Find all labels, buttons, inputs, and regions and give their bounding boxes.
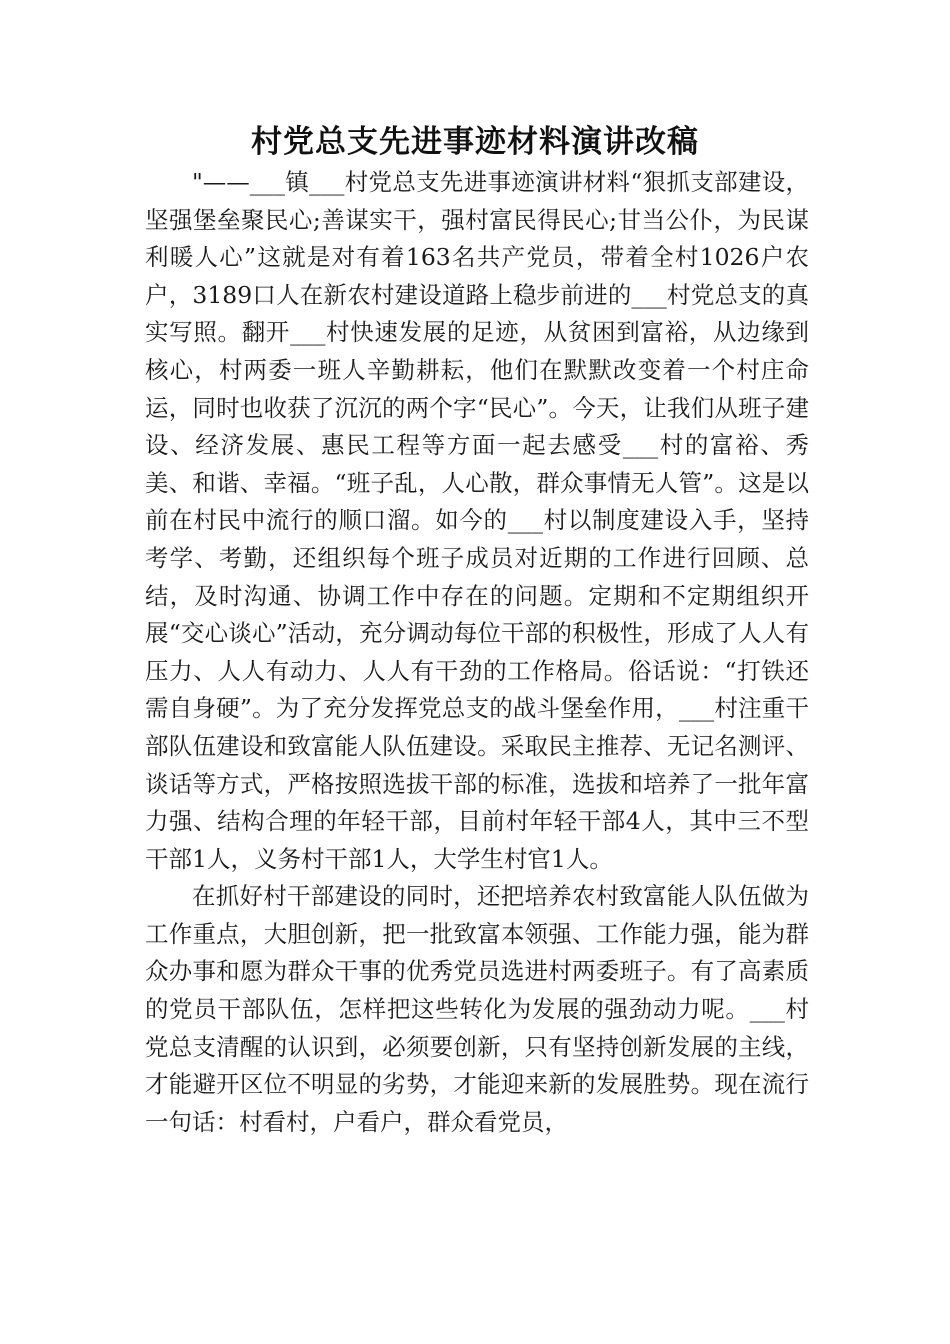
paragraph-1: "——___镇___村党总支先进事迹演讲材料“狠抓支部建设，坚强堡垒聚民心;善谋实干，强村富民得民心;甘当公仆，为民谋利暖人心”这就是对有着163名共产党员，带着全村1026户农户，3189口人在新农村建设道路上稳步前进的___村党总支的真实写照。翻开___村快速发展的足迹，从贫困到富裕，从边缘到核心，村两委一班人辛勤耕耘，他们在默默改变着一个村庄命运，同时也收获了沉沉的两个字“民心”。今天，让我们从班子建设、经济发展、惠民工程等方面一起去感受___村的富裕、秀美、和谐、幸福。“班子乱，人心散，群众事情无人管”。这是以前在村民中流行的顺口溜。如今的___村以制度建设入手，坚持考学、考勤，还组织每个班子成员对近期的工作进行回顾、总结，及时沟通、协调工作中存在的问题。定期和不定期组织开展“交心谈心”活动，充分调动每位干部的积极性，形成了人人有压力、人人有动力、人人有干劲的工作格局。俗话说：“打铁还需自身硬”。为了充分发挥党总支的战斗堡垒作用，___村注重干部队伍建设和致富能人队伍建设。采取民主推荐、无记名测评、谈话等方式，严格按照选拔干部的标准，选拔和培养了一批年富力强、结构合理的年轻干部，目前村年轻干部4人，其中三不型干部1人，义务村干部1人，大学生村官1人。 bbox=[145, 168, 809, 873]
document-title: 村党总支先进事迹材料演讲改稿 bbox=[251, 124, 699, 160]
paragraph-2: 在抓好村干部建设的同时，还把培养农村致富能人队伍做为工作重点，大胆创新，把一批致富本领强、工作能力强，能为群众办事和愿为群众干事的优秀党员选进村两委班子。有了高素质的党员干部队伍，怎样把这些转化为发展的强劲动力呢。___村党总支清醒的认识到，必须要创新，只有坚持创新发展的主线，才能避开区位不明显的劣势，才能迎来新的发展胜势。现在流行一句话：村看村，户看户，群众看党员， bbox=[145, 882, 809, 1136]
document-body bbox=[145, 164, 809, 1141]
